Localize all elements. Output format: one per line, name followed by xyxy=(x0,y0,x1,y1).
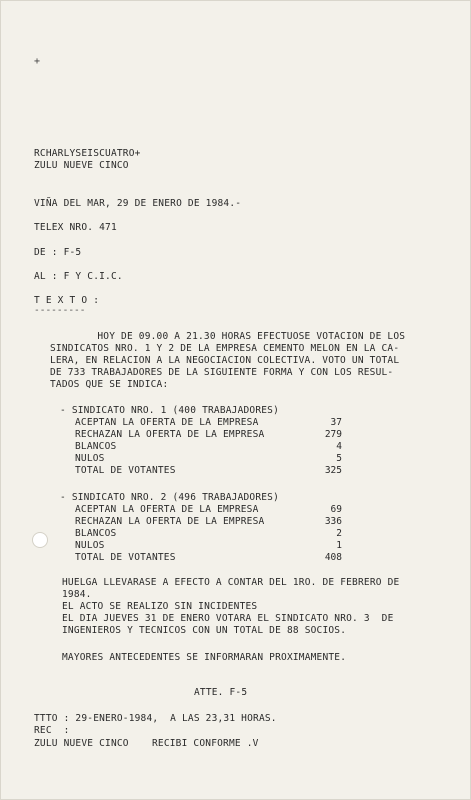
sindicato-1-title: - SINDICATO NRO. 1 (400 TRABAJADORES) xyxy=(60,405,280,416)
atte-signoff: ATTE. F-5 xyxy=(194,687,248,698)
s1-row-value: 37 xyxy=(330,417,342,428)
closing-line-2: 1984. xyxy=(62,589,92,600)
intro-line-3: LERA, EN RELACION A LA NEGOCIACION COLECTIVA. VOTO UN TOTAL xyxy=(50,355,400,366)
punch-hole xyxy=(32,532,48,548)
closing-line-5: INGENIEROS Y TECNICOS CON UN TOTAL DE 88 SOCIOS. xyxy=(62,625,347,636)
zulu-line: ZULU NUEVE CINCO xyxy=(34,738,129,749)
s1-row-label: RECHAZAN LA OFERTA DE LA EMPRESA xyxy=(75,429,265,440)
closing-line-4: EL DIA JUEVES 31 DE ENERO VOTARA EL SINDICATO NRO. 3 DE xyxy=(62,613,394,624)
s2-row-value: 2 xyxy=(336,528,342,539)
s1-row-label: TOTAL DE VOTANTES xyxy=(75,465,176,476)
s1-row-value: 5 xyxy=(336,453,342,464)
s2-row-label: RECHAZAN LA OFERTA DE LA EMPRESA xyxy=(75,516,265,527)
s1-row-label: BLANCOS xyxy=(75,441,117,452)
closing-line-1: HUELGA LLEVARASE A EFECTO A CONTAR DEL 1RO. DE FEBRERO DE xyxy=(62,577,400,588)
closing-line-3: EL ACTO SE REALIZO SIN INCIDENTES xyxy=(62,601,258,612)
texto-heading: T E X T O : xyxy=(34,295,100,306)
mayores-line: MAYORES ANTECEDENTES SE INFORMARAN PROXIMAMENTE. xyxy=(62,652,347,663)
receiver-line: ZULU NUEVE CINCO xyxy=(34,160,129,171)
s1-row-value: 4 xyxy=(336,441,342,452)
place-date: VIÑA DEL MAR, 29 DE ENERO DE 1984.- xyxy=(34,198,242,209)
texto-underline: --------- xyxy=(34,305,86,316)
s2-row-label: ACEPTAN LA OFERTA DE LA EMPRESA xyxy=(75,504,259,515)
al-line: AL : F Y C.I.C. xyxy=(34,271,123,282)
s2-row-value: 1 xyxy=(336,540,342,551)
telex-number: TELEX NRO. 471 xyxy=(34,222,117,233)
s2-row-value: 408 xyxy=(324,552,342,563)
intro-line-4: DE 733 TRABAJADORES DE LA SIGUIENTE FORMA Y CON LOS RESUL- xyxy=(50,367,394,378)
rec-line: REC : xyxy=(34,725,70,736)
plus-mark: + xyxy=(34,56,41,67)
s1-row-label: ACEPTAN LA OFERTA DE LA EMPRESA xyxy=(75,417,259,428)
intro-line-1: HOY DE 09.00 A 21.30 HORAS EFECTUOSE VOTACION DE LOS xyxy=(50,331,406,342)
s2-row-value: 69 xyxy=(330,504,342,515)
s2-row-value: 336 xyxy=(324,516,342,527)
ttto-line: TTTO : 29-ENERO-1984, A LAS 23,31 HORAS. xyxy=(34,713,277,724)
sindicato-2-title: - SINDICATO NRO. 2 (496 TRABAJADORES) xyxy=(60,492,280,503)
s1-row-label: NULOS xyxy=(75,453,105,464)
intro-line-5: TADOS QUE SE INDICA: xyxy=(50,379,169,390)
recibi-conforme: RECIBI CONFORME .V xyxy=(152,738,259,749)
sender-line: RCHARLYSEISCUATRO+ xyxy=(34,148,141,159)
s2-row-label: BLANCOS xyxy=(75,528,117,539)
s1-row-value: 325 xyxy=(324,465,342,476)
s2-row-label: TOTAL DE VOTANTES xyxy=(75,552,176,563)
s2-row-label: NULOS xyxy=(75,540,105,551)
s1-row-value: 279 xyxy=(324,429,342,440)
de-line: DE : F-5 xyxy=(34,247,82,258)
intro-line-2: SINDICATOS NRO. 1 Y 2 DE LA EMPRESA CEMENTO MELON EN LA CA- xyxy=(50,343,400,354)
